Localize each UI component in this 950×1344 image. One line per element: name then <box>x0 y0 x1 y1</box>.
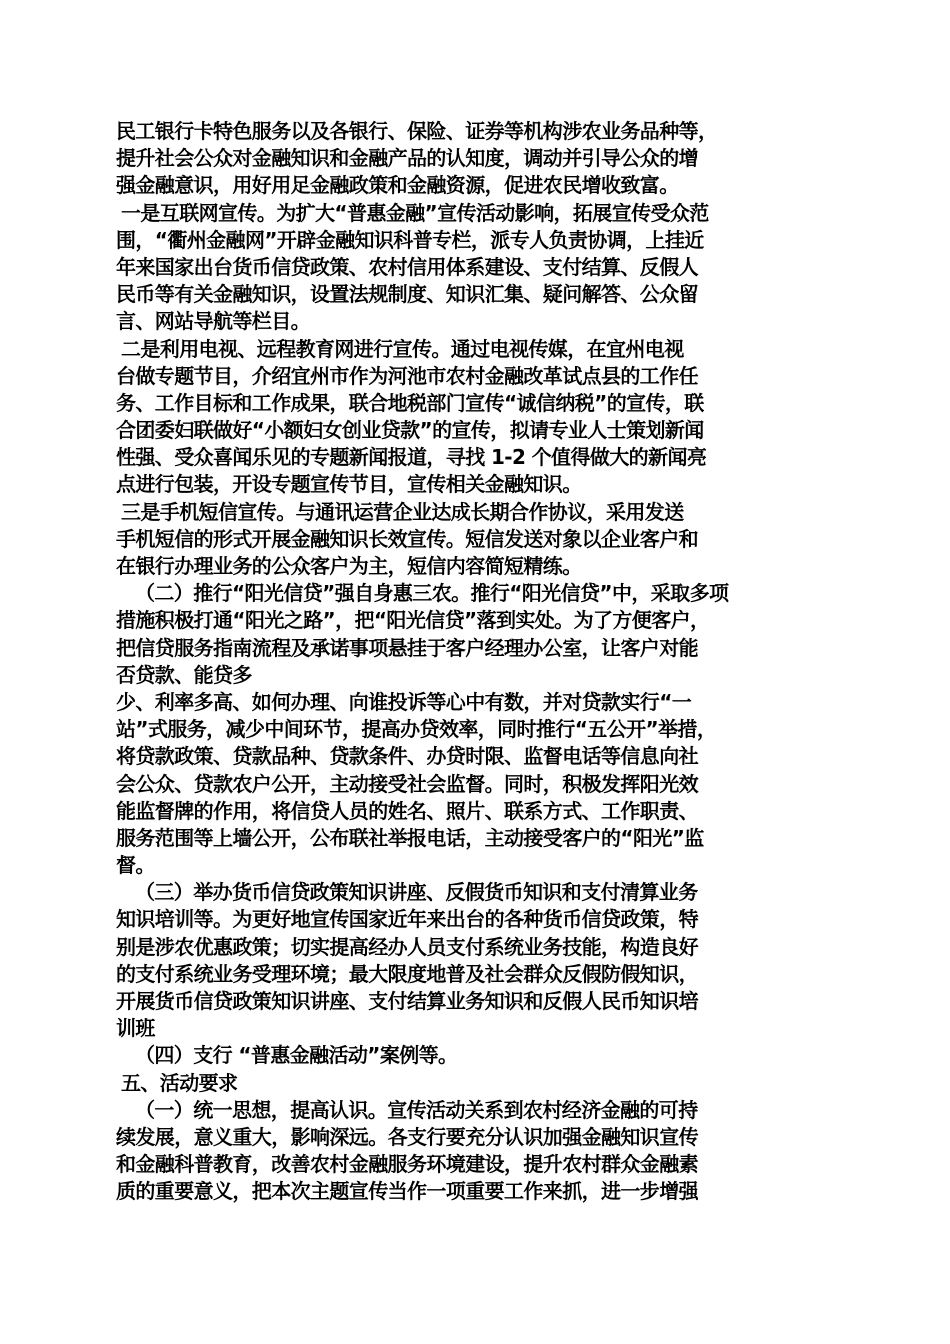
text-line: 把信贷服务指南流程及承诺事项悬挂于客户经理办公室，让客户对能 <box>116 635 698 660</box>
text-line: （三）举办货币信贷政策知识讲座、反假货币知识和支付清算业务 <box>135 880 698 905</box>
text-line: 开展货币信贷政策知识讲座、支付结算业务知识和反假人民币知识培 <box>116 989 698 1013</box>
text-line: 年来国家出台货币信贷政策、农村信用体系建设、支付结算、反假人 <box>116 254 698 279</box>
text-line: 少、利率多高、如何办理、向谁投诉等心中有数，并对贷款实行“一 <box>116 689 692 714</box>
text-line: （二）推行“阳光信贷”强自身惠三农。推行“阳光信贷”中，采取多项 <box>135 581 729 606</box>
text-line: 合团委妇联做好“小额妇女创业贷款”的宣传，拟请专业人士策划新闻 <box>116 418 704 443</box>
text-line: 训班 <box>116 1016 155 1041</box>
text-line: 三是手机短信宣传。与通讯运营企业达成长期合作协议，采用发送 <box>121 499 684 524</box>
text-line: 提升社会公众对金融知识和金融产品的认知度，调动并引导公众的增 <box>116 146 698 171</box>
text-line: 手机短信的形式开展金融知识长效宣传。短信发送对象以企业客户和 <box>116 526 698 551</box>
text-line: 站”式服务，减少中间环节，提高办贷效率，同时推行“五公开”举措， <box>116 717 717 742</box>
text-line: 否贷款、能贷多 <box>116 662 252 687</box>
text-line: 督。 <box>116 853 155 878</box>
text-line: 别是涉农优惠政策；切实提高经办人员支付系统业务技能，构造良好 <box>116 934 698 959</box>
text-line: 点进行包装，开设专题宣传节目，宣传相关金融知识。 <box>116 472 582 497</box>
text-line: 在银行办理业务的公众客户为主，短信内容简短精练。 <box>116 554 582 578</box>
document-body <box>116 118 840 1206</box>
text-line: 一是互联网宣传。为扩大“普惠金融”宣传活动影响，拓展宣传受众范 <box>121 200 709 225</box>
text-line: 性强、受众喜闻乐见的专题新闻报道，寻找 1-2 个值得做大的新闻亮 <box>116 445 707 470</box>
text-line: 民工银行卡特色服务以及各银行、保险、证券等机构涉农业务品种等， <box>116 119 718 143</box>
text-line: 知识培训等。为更好地宣传国家近年来出台的各种货币信贷政策，特 <box>116 907 698 932</box>
text-line: 强金融意识，用好用足金融政策和金融资源，促进农民增收致富。 <box>116 173 679 198</box>
text-line: 务、工作目标和工作成果，联合地税部门宣传“诚信纳税”的宣传，联 <box>116 390 704 415</box>
text-line: 会公众、贷款农户公开，主动接受社会监督。同时，积极发挥阳光效 <box>116 771 698 796</box>
text-line: 将贷款政策、贷款品种、贷款条件、办贷时限、监督电话等信息向社 <box>116 744 698 769</box>
text-line: 和金融科普教育，改善农村金融服务环境建设，提升农村群众金融素 <box>116 1152 698 1177</box>
text-line: 的支付系统业务受理环境；最大限度地普及社会群众反假防假知识， <box>116 961 698 986</box>
text-line: （一）统一思想，提高认识。宣传活动关系到农村经济金融的可持 <box>135 1097 698 1122</box>
text-line: 质的重要意义，把本次主题宣传当作一项重要工作来抓，进一步增强 <box>116 1179 698 1204</box>
text-line: 二是利用电视、远程教育网进行宣传。通过电视传媒，在宜州电视 <box>121 336 684 361</box>
section-heading: 五、活动要求 <box>121 1070 238 1095</box>
text-line: 续发展，意义重大，影响深远。各支行要充分认识加强金融知识宣传 <box>116 1124 698 1149</box>
text-line: 措施积极打通“阳光之路”，把“阳光信贷”落到实处。为了方便客户， <box>116 608 710 633</box>
text-line: 台做专题节目，介绍宜州市作为河池市农村金融改革试点县的工作任 <box>116 363 698 388</box>
text-line: 能监督牌的作用，将信贷人员的姓名、照片、联系方式、工作职责、 <box>116 798 698 823</box>
text-line: 服务范围等上墙公开，公布联社举报电话，主动接受客户的“阳光”监 <box>116 825 704 850</box>
text-line: （四）支行 “普惠金融活动”案例等。 <box>135 1043 458 1068</box>
text-line: 围，“衢州金融网”开辟金融知识科普专栏，派专人负责协调，上挂近 <box>116 227 704 252</box>
text-line: 民币等有关金融知识，设置法规制度、知识汇集、疑问解答、公众留 <box>116 282 698 307</box>
text-line: 言、网站导航等栏目。 <box>116 309 310 334</box>
